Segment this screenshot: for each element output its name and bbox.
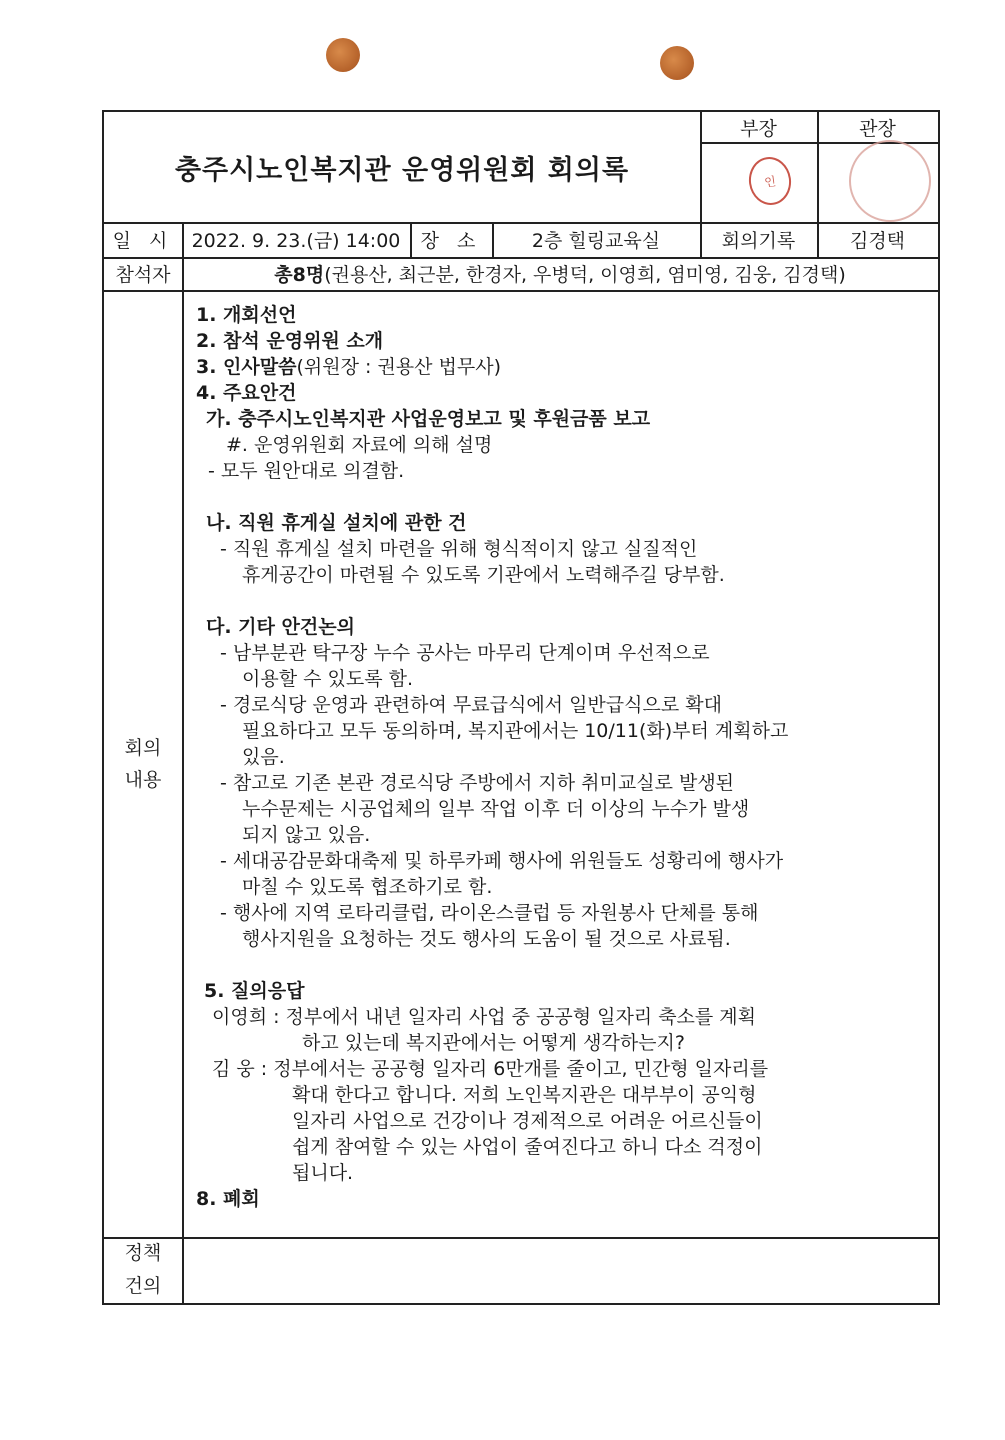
content-line: 확대 한다고 합니다. 저희 노인복지관은 대부부이 공익형 xyxy=(292,1084,757,1106)
content-line: 4. 주요안건 xyxy=(196,382,297,404)
content-line: 나. 직원 휴게실 설치에 관한 건 xyxy=(206,512,467,534)
content-line: - 모두 원안대로 의결함. xyxy=(208,460,405,482)
content-line: 8. 폐회 xyxy=(196,1188,260,1210)
content-line: 되지 않고 있음. xyxy=(242,824,371,846)
meeting-content xyxy=(196,302,916,1212)
line-label-col xyxy=(182,222,184,1303)
content-label: 회의 내용 xyxy=(124,736,162,791)
content-line: - 직원 휴게실 설치 마련을 위해 형식적이지 않고 실질적인 xyxy=(220,538,698,560)
content-line: 쉽게 참여할 수 있는 사업이 줄여진다고 하니 다소 걱정이 xyxy=(292,1136,763,1158)
content-line: 누수문제는 시공업체의 일부 작업 이후 더 이상의 누수가 발생 xyxy=(242,798,750,820)
attendees-count: 총8명 xyxy=(274,264,325,286)
content-line xyxy=(196,588,916,614)
date-label: 일 시 xyxy=(112,230,174,252)
place-value: 2층 힐링교육실 xyxy=(531,230,661,252)
content-line: 하고 있는데 복지관에서는 어떻게 생각하는지? xyxy=(302,1032,685,1054)
content-line: 일자리 사업으로 건강이나 경제적으로 어려운 어르신들이 xyxy=(292,1110,763,1132)
attendees-label: 참석자 xyxy=(115,264,171,286)
content-line: 휴게공간이 마련될 수 있도록 기관에서 노력해주길 당부함. xyxy=(242,564,725,586)
content-line: #. 운영위원회 자료에 의해 설명 xyxy=(226,434,493,456)
content-line: - 행사에 지역 로타리클럽, 라이온스클럽 등 자원봉사 단체를 통해 xyxy=(220,902,759,924)
approval-director-label: 관장 xyxy=(859,117,896,140)
content-line: 5. 질의응답 xyxy=(204,980,305,1002)
date-value: 2022. 9. 23.(금) 14:00 xyxy=(191,230,401,252)
line-attendees-bottom xyxy=(104,290,938,292)
place-label: 장 소 xyxy=(420,230,482,252)
approval-stamp-manager: 인 xyxy=(746,154,794,207)
recorder-label: 회의기록 xyxy=(721,230,796,252)
attendees-value xyxy=(182,257,938,290)
content-line: 이용할 수 있도록 함. xyxy=(242,668,413,690)
approval-manager-label: 부장 xyxy=(740,117,777,140)
policy-value xyxy=(182,1237,938,1303)
binder-hole-left xyxy=(326,38,360,72)
content-line xyxy=(196,484,916,510)
content-line xyxy=(196,952,916,978)
content-line: - 경로식당 운영과 관련하여 무료급식에서 일반급식으로 확대 xyxy=(220,694,722,716)
content-line: - 참고로 기존 본관 경로식당 주방에서 지하 취미교실로 발생된 xyxy=(220,772,735,794)
content-line: 가. 충주시노인복지관 사업운영보고 및 후원금품 보고 xyxy=(206,408,651,430)
content-line: 마칠 수 있도록 협조하기로 함. xyxy=(242,876,493,898)
content-line: 1. 개회선언 xyxy=(196,304,297,326)
meeting-minutes-form xyxy=(102,110,940,1305)
content-line: 3. 인사말씀(위원장 : 권용산 법무사) xyxy=(196,356,502,378)
content-line: 김 웅 : 정부에서는 공공형 일자리 6만개를 줄이고, 민간형 일자리를 xyxy=(212,1058,769,1080)
content-line: 다. 기타 안건논의 xyxy=(206,616,355,638)
content-line: 있음. xyxy=(242,746,285,768)
content-line: 2. 참석 운영위원 소개 xyxy=(196,330,384,352)
content-line: 행사지원을 요청하는 것도 행사의 도움이 될 것으로 사료됨. xyxy=(242,928,731,950)
page-title: 충주시노인복지관 운영위원회 회의록 xyxy=(174,154,630,186)
content-line: 됩니다. xyxy=(292,1162,354,1184)
binder-hole-right xyxy=(660,46,694,80)
attendees-names: (권용산, 최근분, 한경자, 우병덕, 이영희, 염미영, 김웅, 김경택) xyxy=(324,264,846,286)
content-line: 이영희 : 정부에서 내년 일자리 사업 중 공공형 일자리 축소를 계획 xyxy=(212,1006,757,1028)
approval-stamp-director xyxy=(849,140,931,222)
recorder-value: 김경택 xyxy=(849,230,906,252)
content-line: - 세대공감문화대축제 및 하루카페 행사에 위원들도 성황리에 행사가 xyxy=(220,850,784,872)
policy-label: 정책 건의 xyxy=(124,1242,162,1297)
content-line: - 남부분관 탁구장 누수 공사는 마무리 단계이며 우선적으로 xyxy=(220,642,710,664)
content-line: 필요하다고 모두 동의하며, 복지관에서는 10/11(화)부터 계획하고 xyxy=(242,720,789,742)
